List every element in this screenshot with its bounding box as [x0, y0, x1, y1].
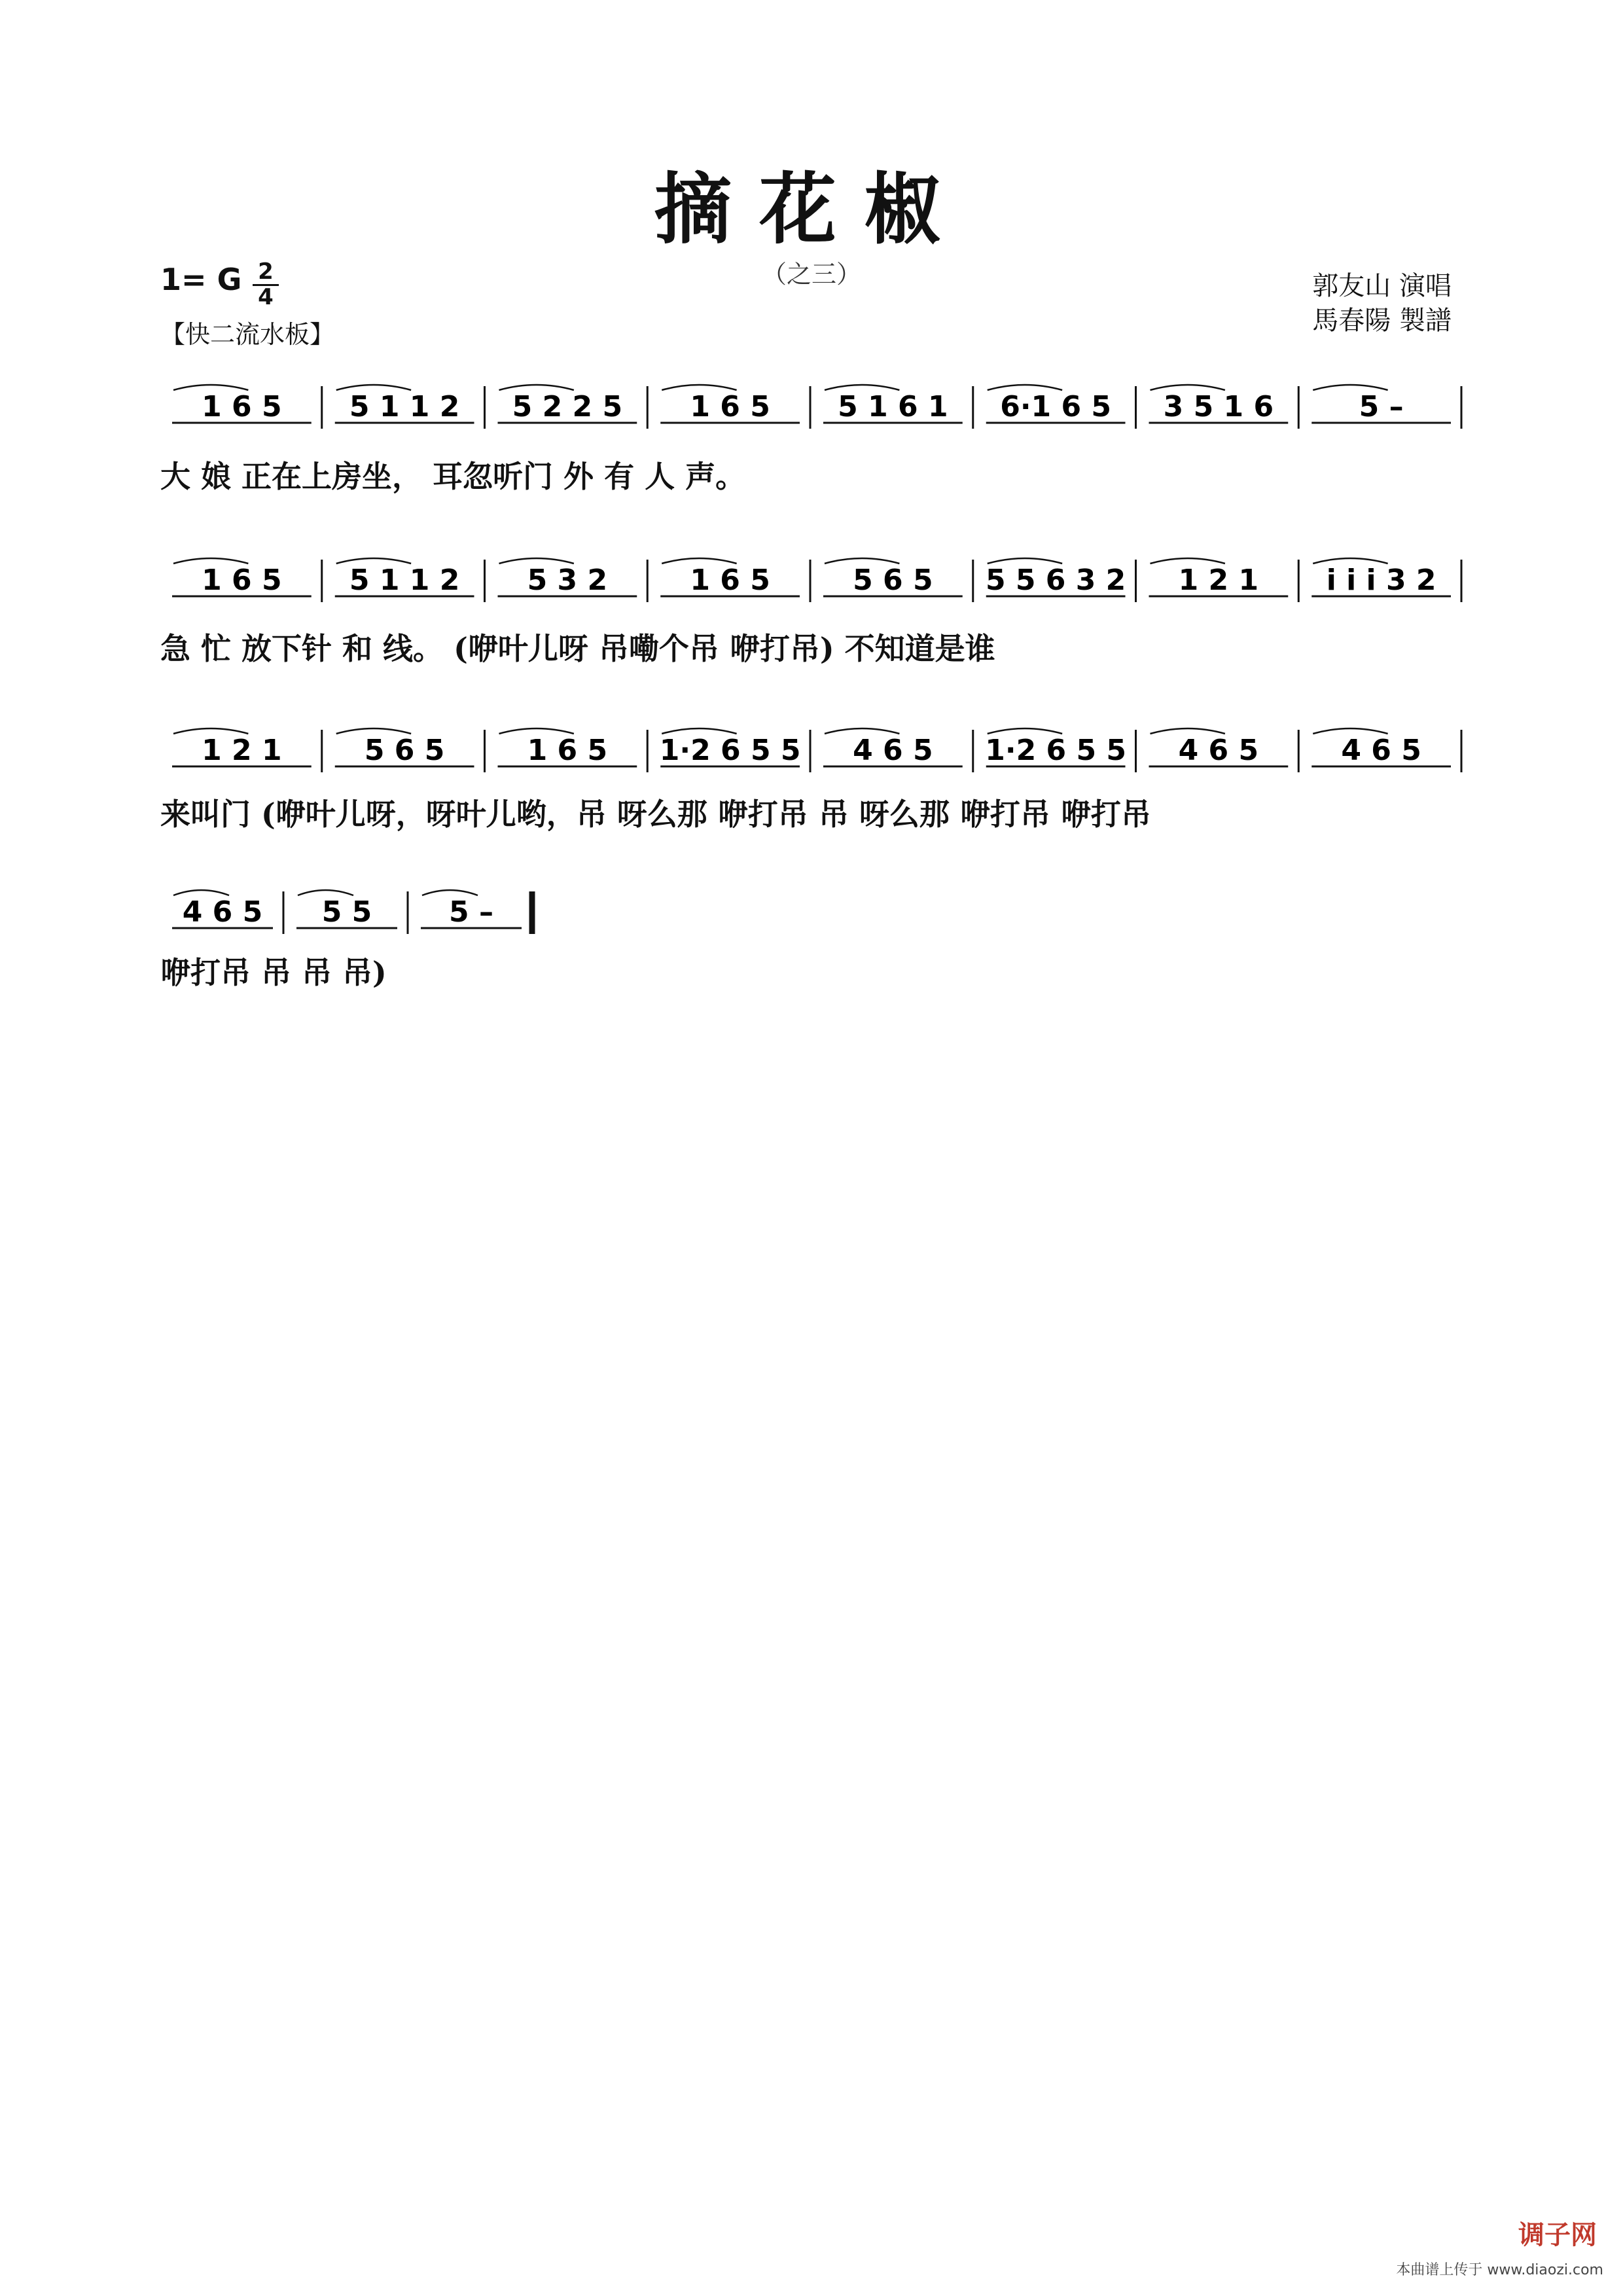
- slur-arc: [662, 558, 736, 564]
- measure-5: 5 1 6 1: [838, 390, 948, 423]
- measure-8: 4 6 5: [1341, 734, 1421, 767]
- slur-arc: [988, 558, 1062, 564]
- watermark-note: [1396, 2259, 1603, 2279]
- tempo-marking: 【快二流水板】: [160, 320, 335, 349]
- slur-arc: [1150, 728, 1225, 734]
- slur-arc: [336, 728, 411, 734]
- slur-arc: [1150, 558, 1225, 564]
- measure-2: 5 1 1 2: [349, 564, 460, 597]
- measure-8: 5 –: [1359, 390, 1404, 423]
- slur-arc: [825, 558, 899, 564]
- slur-arc: [825, 728, 899, 734]
- slur-arc: [988, 385, 1062, 390]
- slur-arc: [1313, 385, 1387, 390]
- watermark-url: www.diaozi.com: [1487, 2262, 1603, 2278]
- slur-arc: [336, 558, 411, 564]
- score-row-3: [160, 723, 1463, 776]
- lyrics-row-2: 急 忙 放下针 和 线。 (咿叶儿呀 吊嘞个吊 咿打吊) 不知道是谁: [160, 631, 995, 666]
- slur-arc: [298, 890, 353, 895]
- watermark-note-text: 本曲谱上传于: [1396, 2262, 1483, 2278]
- measure-1: 4 6 5: [182, 895, 263, 929]
- measure-3: 1 6 5: [527, 734, 608, 767]
- measure-6: 6·1 6 5: [1000, 390, 1112, 423]
- measure-1: 1 6 5: [202, 390, 282, 423]
- lyrics-row-4: 咿打吊 吊 吊 吊): [160, 955, 387, 990]
- song-title: 摘花椒: [654, 164, 969, 255]
- slur-arc: [336, 385, 411, 390]
- slur-arc: [662, 728, 736, 734]
- measure-3: 5 3 2: [527, 564, 608, 597]
- slur-arc: [1313, 728, 1387, 734]
- measure-4: 1·2 6 5 5: [659, 734, 801, 767]
- lyrics-row-1: 大 娘 正在上房坐， 耳忽听门 外 有 人 声。: [160, 459, 746, 494]
- measure-3: 5 –: [449, 895, 493, 929]
- measure-7: 1 2 1: [1178, 564, 1259, 597]
- measure-7: 4 6 5: [1178, 734, 1259, 767]
- slur-arc: [422, 890, 478, 895]
- score-row-2: [160, 553, 1463, 605]
- slur-arc: [173, 890, 229, 895]
- singer-credit: 郭友山 演唱: [1312, 271, 1452, 301]
- time-numerator: 2: [253, 260, 279, 286]
- measure-2: 5 1 1 2: [349, 390, 460, 423]
- measure-2: 5 6 5: [364, 734, 445, 767]
- slur-arc: [499, 728, 574, 734]
- lyrics-row-3: 来叫门 (咿叶儿呀，呀叶儿哟，吊 呀么那 咿打吊 吊 呀么那 咿打吊 咿打吊: [160, 797, 1151, 832]
- measure-4: 1 6 5: [690, 390, 770, 423]
- measure-7: 3 5 1 6: [1163, 390, 1274, 423]
- time-denominator: 4: [258, 284, 274, 310]
- slur-arc: [1313, 558, 1387, 564]
- slur-arc: [173, 558, 248, 564]
- song-subtitle: （之三）: [761, 260, 861, 289]
- slur-arc: [499, 558, 574, 564]
- measure-6: 5 5 6 3 2: [985, 564, 1126, 597]
- measure-1: 1 6 5: [202, 564, 282, 597]
- key-signature: 1= G: [160, 262, 242, 297]
- measure-5: 5 6 5: [853, 564, 933, 597]
- score-row-1: [160, 380, 1463, 432]
- transcriber-credit: 馬春陽 製譜: [1312, 306, 1452, 336]
- slur-arc: [173, 728, 248, 734]
- slur-arc: [988, 728, 1062, 734]
- slur-arc: [825, 385, 899, 390]
- score-row-4: [160, 885, 553, 937]
- measure-6: 1·2 6 5 5: [985, 734, 1126, 767]
- slur-arc: [1150, 385, 1225, 390]
- measure-1: 1 2 1: [202, 734, 282, 767]
- measure-3: 5 2 2 5: [512, 390, 623, 423]
- time-signature: [253, 260, 279, 308]
- slur-arc: [499, 385, 574, 390]
- measure-2: 5 5: [321, 895, 372, 929]
- measure-8: i i i 3 2: [1326, 564, 1436, 597]
- slur-arc: [173, 385, 248, 390]
- watermark-site: 调子网: [1518, 2220, 1597, 2250]
- slur-arc: [662, 385, 736, 390]
- measure-4: 1 6 5: [690, 564, 770, 597]
- measure-5: 4 6 5: [853, 734, 933, 767]
